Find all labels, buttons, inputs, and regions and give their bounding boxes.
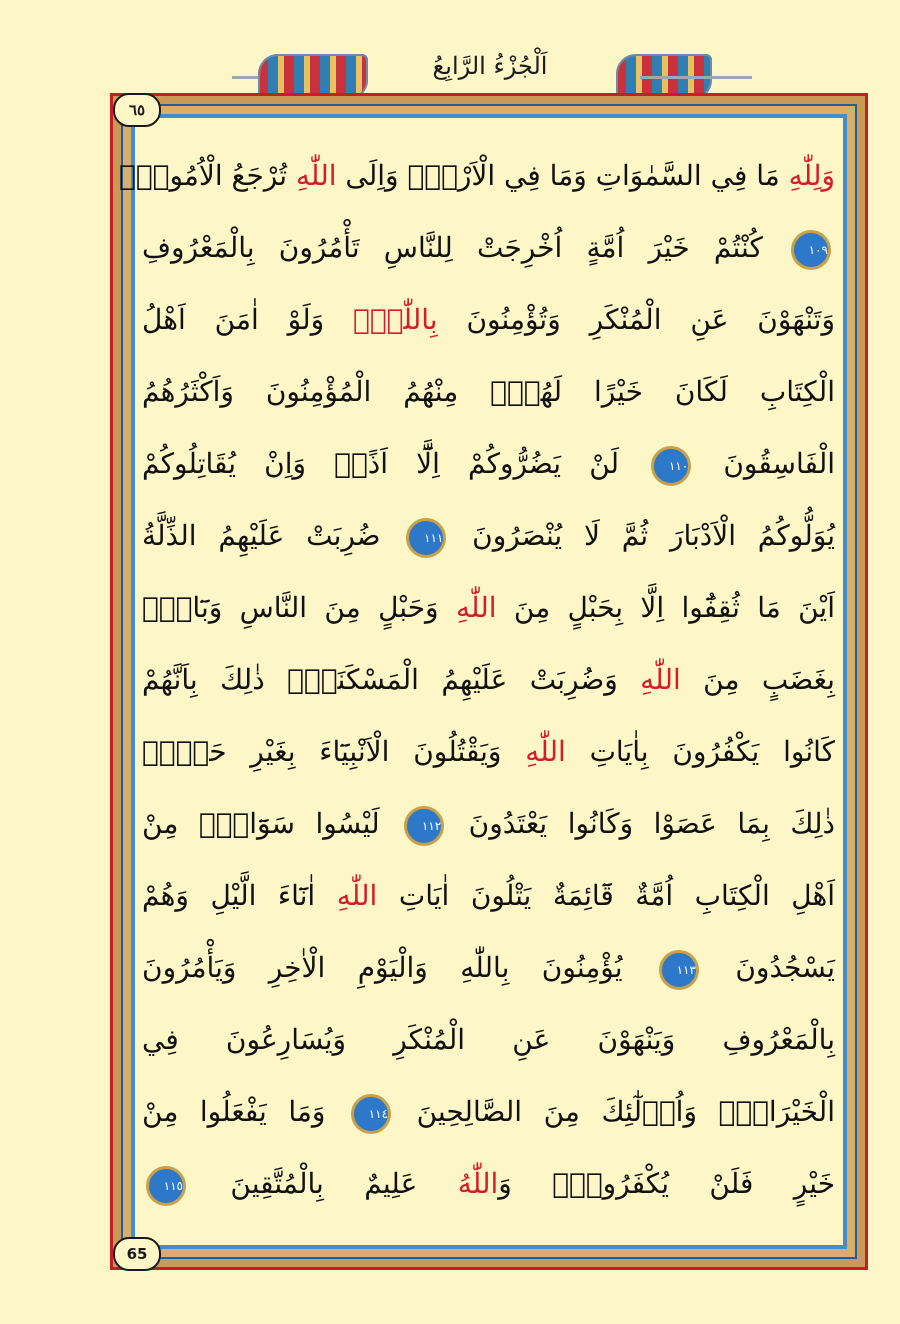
text-line-5 — [142, 428, 835, 500]
divine-name: وَلِلّٰهِ — [788, 159, 835, 192]
verse-marker-110: ١١٠ — [651, 446, 691, 486]
divine-name: اللّٰهِ — [295, 159, 337, 192]
line-text: كُنْتُمْ خَيْرَ اُمَّةٍ اُخْرِجَتْ لِلنَّاسِ تَأْمُرُونَ بِالْمَعْرُوفِ — [142, 231, 787, 264]
line-text: تُرْجَعُ الْاُمُورُ۟ — [119, 159, 296, 192]
line-text: ذٰلِكَ بِمَا عَصَوْا وَكَانُوا يَعْتَدُونَ — [448, 807, 835, 840]
text-line-11 — [142, 860, 835, 932]
divine-name: اللّٰهُ — [457, 1167, 499, 1200]
text-line-8 — [142, 644, 835, 716]
text-line-2 — [142, 212, 835, 284]
line-text: عَلِيمٌ بِالْمُتَّقِينَ — [190, 1167, 458, 1200]
line-text: وَلَوْ اٰمَنَ اَهْلُ — [142, 303, 354, 336]
line-text: لَنْ يَضُرُّوكُمْ اِلَّٓا اَذًىۜ وَاِنْ يُقَاتِلُوكُمْ — [142, 447, 648, 480]
line-text: خَيْرٍ فَلَنْ يُكْفَرُوهُۜ وَ — [498, 1167, 836, 1200]
page-number-latin: 65 — [113, 1237, 161, 1271]
verse-marker-114: ١١٤ — [351, 1094, 391, 1134]
verse-marker-111: ١١١ — [406, 518, 446, 558]
line-text: يُوَلُّوكُمُ الْاَدْبَارَ ثُمَّ لَا يُنْصَرُونَ — [450, 519, 835, 552]
line-text: اَيْنَ مَا ثُقِفُٓوا اِلَّا بِحَبْلٍ مِنَ — [496, 591, 836, 624]
line-text: وَيَقْتُلُونَ الْاَنْبِيَٓاءَ بِغَيْرِ حَقٍّۜ — [142, 735, 526, 768]
text-line-1 — [119, 140, 835, 212]
text-line-10 — [142, 788, 835, 860]
text-line-6 — [142, 500, 835, 572]
line-text: كَانُوا يَكْفُرُونَ بِاٰيَاتِ — [565, 735, 835, 768]
juz-title: اَلْجُزْءُ الرَّابِعُ — [432, 52, 548, 80]
verse-marker-115: ١١٥ — [146, 1166, 186, 1206]
line-text: اَهْلِ الْكِتَابِ اُمَّةٌ قَٓائِمَةٌ يَتْلُونَ اٰيَاتِ — [377, 879, 835, 912]
line-text: وَتَنْهَوْنَ عَنِ الْمُنْكَرِ وَتُؤْمِنُونَ — [437, 303, 836, 336]
text-line-15 — [142, 1148, 835, 1220]
line-text: بِالْمَعْرُوفِ وَيَنْهَوْنَ عَنِ الْمُنْكَرِ وَيُسَارِعُونَ فِي — [142, 1023, 835, 1056]
line-text: ضُرِبَتْ عَلَيْهِمُ الذِّلَّةُ — [142, 519, 403, 552]
text-line-9 — [142, 716, 835, 788]
verse-marker-113: ١١٣ — [659, 950, 699, 990]
text-line-12 — [142, 932, 835, 1004]
line-text: وَحَبْلٍ مِنَ النَّاسِ وَبَٓاؤُ۫ — [142, 591, 456, 624]
line-text: وَضُرِبَتْ عَلَيْهِمُ الْمَسْكَنَةُۜ ذٰلِكَ بِاَنَّهُمْ — [142, 663, 641, 696]
text-line-14 — [142, 1076, 835, 1148]
header-right-rule — [640, 76, 752, 79]
line-text: يَسْجُدُونَ — [702, 951, 836, 984]
page-header — [0, 0, 900, 100]
line-text: اٰنَٓاءَ الَّيْلِ وَهُمْ — [142, 879, 337, 912]
divine-name: اللّٰهِ — [455, 591, 497, 624]
divine-name: بِاللّٰهِۜ — [353, 303, 438, 336]
verse-marker-109: ١٠٩ — [791, 230, 831, 270]
line-text: مَا فِي السَّمٰوَاتِ وَمَا فِي الْاَرْضِۜ وَاِلَى — [336, 159, 789, 192]
line-text: وَمَا يَفْعَلُوا مِنْ — [142, 1095, 348, 1128]
line-text: الْفَاسِقُونَ — [695, 447, 836, 480]
line-text: بِغَضَبٍ مِنَ — [680, 663, 835, 696]
verse-marker-112: ١١٢ — [404, 806, 444, 846]
line-text: لَيْسُوا سَوَٓاءًۜ مِنْ — [142, 807, 401, 840]
divine-name: اللّٰهِ — [525, 735, 566, 768]
line-text: الْخَيْرَاتِۜ وَاُو۬لٰٓئِكَ مِنَ الصَّالِحِينَ — [395, 1095, 835, 1128]
line-text: يُؤْمِنُونَ بِاللّٰهِ وَالْيَوْمِ الْاٰخِرِ وَيَأْمُرُونَ — [142, 951, 655, 984]
divine-name: اللّٰهِ — [640, 663, 681, 696]
text-line-4 — [142, 356, 835, 428]
divine-name: اللّٰهِ — [336, 879, 378, 912]
text-line-3 — [142, 284, 835, 356]
quran-text — [119, 140, 836, 1220]
text-line-13 — [142, 1004, 835, 1076]
line-text: الْكِتَابِ لَكَانَ خَيْرًا لَهُمْۜ مِنْهُمُ الْمُؤْمِنُونَ وَاَكْثَرُهُمُ — [142, 375, 835, 408]
text-line-7 — [142, 572, 835, 644]
page-number-arabic: ٦٥ — [113, 93, 161, 127]
